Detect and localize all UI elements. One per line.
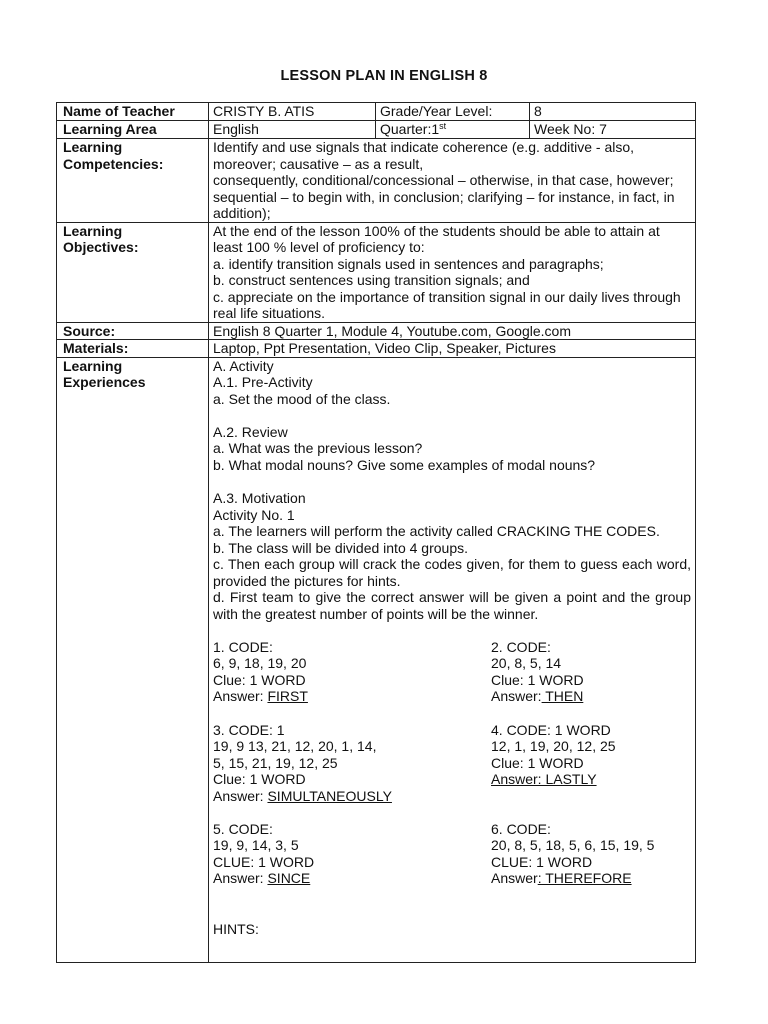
section-heading: A.3. Motivation: [213, 490, 306, 507]
code-clue: Clue: 1 WORD: [491, 671, 584, 688]
activity-step: c. Then each group will crack the codes given, for them to guess each word, provided the pictures for hints.: [213, 556, 691, 589]
competencies-row: [57, 139, 696, 223]
code-heading: 1. CODE:: [213, 638, 273, 655]
materials-label: Materials:: [57, 340, 209, 358]
objectives-line: At the end of the lesson 100% of the students should be able to attain at: [213, 222, 660, 239]
competencies-line: sequential – to begin with, in conclusion; clarifying – for instance, in fact, in: [213, 188, 675, 205]
quarter-suffix: st: [439, 121, 447, 131]
code-clue: Clue: 1 WORD: [213, 671, 306, 688]
code-clue: CLUE: 1 WORD: [213, 853, 315, 870]
code-answer: [213, 688, 491, 705]
code-pair-3: [213, 821, 691, 887]
code-digits: 12, 1, 19, 20, 12, 25: [491, 738, 616, 755]
code-item-1: [213, 639, 491, 705]
materials-row: [57, 340, 696, 358]
week-number: Week No: 7: [530, 121, 696, 139]
materials-value: Laptop, Ppt Presentation, Video Clip, Speaker, Pictures: [209, 340, 696, 358]
teacher-label: Name of Teacher: [57, 103, 209, 121]
code-heading: 3. CODE: 1: [213, 721, 285, 738]
objectives-label: [57, 222, 209, 322]
answer-label: Answer:: [213, 787, 268, 804]
code-digits: 20, 8, 5, 14: [491, 655, 562, 672]
code-digits: 6, 9, 18, 19, 20: [213, 655, 307, 672]
grade-label: Grade/Year Level:: [376, 103, 530, 121]
objectives-row: [57, 222, 696, 322]
code-answer: [491, 771, 691, 788]
code-pair-2: [213, 722, 691, 805]
answer-word: : THEREFORE: [537, 870, 632, 887]
teacher-name: CRISTY B. ATIS: [209, 103, 376, 121]
answer-word: Answer: LASTLY: [491, 771, 597, 788]
code-answer: [491, 688, 691, 705]
answer-label: Answer:: [491, 688, 542, 705]
code-pair-1: [213, 639, 691, 705]
objectives-line: least 100 % level of proficiency to:: [213, 239, 425, 255]
code-digits: 19, 9, 14, 3, 5: [213, 837, 299, 854]
code-answer: [491, 870, 691, 887]
code-heading: 6. CODE:: [491, 820, 551, 837]
code-digits: 19, 9 13, 21, 12, 20, 1, 14,: [213, 738, 377, 755]
code-heading: 5. CODE:: [213, 820, 273, 837]
source-row: [57, 322, 696, 340]
experiences-content: [209, 357, 696, 962]
answer-label: Answer:: [213, 688, 268, 705]
competencies-line: Identify and use signals that indicate coherence (e.g. additive - also,: [213, 139, 635, 155]
experiences-label: [57, 357, 209, 962]
objectives-label-line-2: Objectives:: [63, 239, 139, 255]
objectives-line: b. construct sentences using transition signals; and: [213, 272, 530, 288]
competencies-label-line-2: Competencies:: [63, 155, 164, 172]
code-digits: 20, 8, 5, 18, 5, 6, 15, 19, 5: [491, 837, 655, 854]
code-item-4: [491, 722, 691, 805]
competencies-text: [209, 139, 696, 223]
section-heading: A.2. Review: [213, 423, 288, 440]
answer-word: SINCE: [267, 870, 311, 887]
code-item-5: [213, 821, 491, 887]
experiences-label-line-2: Experiences: [63, 374, 146, 390]
objectives-label-line-1: Learning: [63, 222, 123, 239]
code-item-2: [491, 639, 691, 705]
page-title: LESSON PLAN IN ENGLISH 8: [280, 68, 488, 84]
code-item-3: [213, 722, 491, 805]
objectives-line: real life situations.: [213, 305, 326, 321]
code-clue: Clue: 1 WORD: [491, 754, 584, 771]
activity-number: Activity No. 1: [213, 506, 295, 523]
competencies-label: [57, 139, 209, 223]
objectives-line: a. identify transition signals used in sentences and paragraphs;: [213, 255, 604, 272]
hints-heading: HINTS:: [213, 920, 259, 937]
source-label: Source:: [57, 322, 209, 340]
code-answer: [213, 788, 491, 805]
section-heading: A. Activity: [213, 357, 274, 374]
competencies-line: consequently, conditional/concessional – otherwise, in that case, however;: [213, 172, 674, 188]
code-clue: CLUE: 1 WORD: [491, 853, 593, 870]
code-answer: [213, 870, 491, 887]
competencies-line: addition);: [213, 205, 271, 221]
answer-word: FIRST: [267, 688, 308, 705]
learning-area-row: [57, 121, 696, 139]
code-heading: 4. CODE: 1 WORD: [491, 721, 611, 738]
quarter-cell: [376, 121, 530, 139]
section-heading: A.1. Pre-Activity: [213, 374, 313, 390]
answer-word: THEN: [541, 688, 584, 705]
code-heading: 2. CODE:: [491, 638, 551, 655]
competencies-line: moreover; causative – as a result,: [213, 155, 424, 172]
activity-step: a. The learners will perform the activity called CRACKING THE CODES.: [213, 523, 660, 540]
activity-step: b. The class will be divided into 4 groups.: [213, 539, 468, 556]
code-item-6: [491, 821, 691, 887]
experiences-row: [57, 357, 696, 962]
lesson-plan-table: [56, 102, 696, 963]
review-question: b. What modal nouns? Give some examples of modal nouns?: [213, 456, 596, 473]
experiences-label-line-1: Learning: [63, 357, 123, 374]
activity-step: d. First team to give the correct answer will be given a point and the group with the greatest number of points will be the winner.: [213, 589, 691, 622]
objectives-text: [209, 222, 696, 322]
answer-label: Answer: [491, 870, 538, 887]
learning-area-label: Learning Area: [57, 121, 209, 139]
quarter-label: Quarter:1: [380, 121, 440, 137]
competencies-label-line-1: Learning: [63, 139, 123, 155]
teacher-row: [57, 103, 696, 121]
code-digits: 5, 15, 21, 19, 12, 25: [213, 754, 338, 771]
answer-label: Answer:: [213, 870, 268, 887]
code-clue: Clue: 1 WORD: [213, 771, 306, 788]
review-question: a. What was the previous lesson?: [213, 440, 423, 457]
learning-area-value: English: [209, 121, 376, 139]
activity-step: a. Set the mood of the class.: [213, 390, 391, 407]
answer-word: SIMULTANEOUSLY: [267, 787, 392, 804]
grade-value: 8: [530, 103, 696, 121]
source-value: English 8 Quarter 1, Module 4, Youtube.com, Google.com: [209, 322, 696, 340]
objectives-line: c. appreciate on the importance of transition signal in our daily lives through: [213, 288, 681, 305]
